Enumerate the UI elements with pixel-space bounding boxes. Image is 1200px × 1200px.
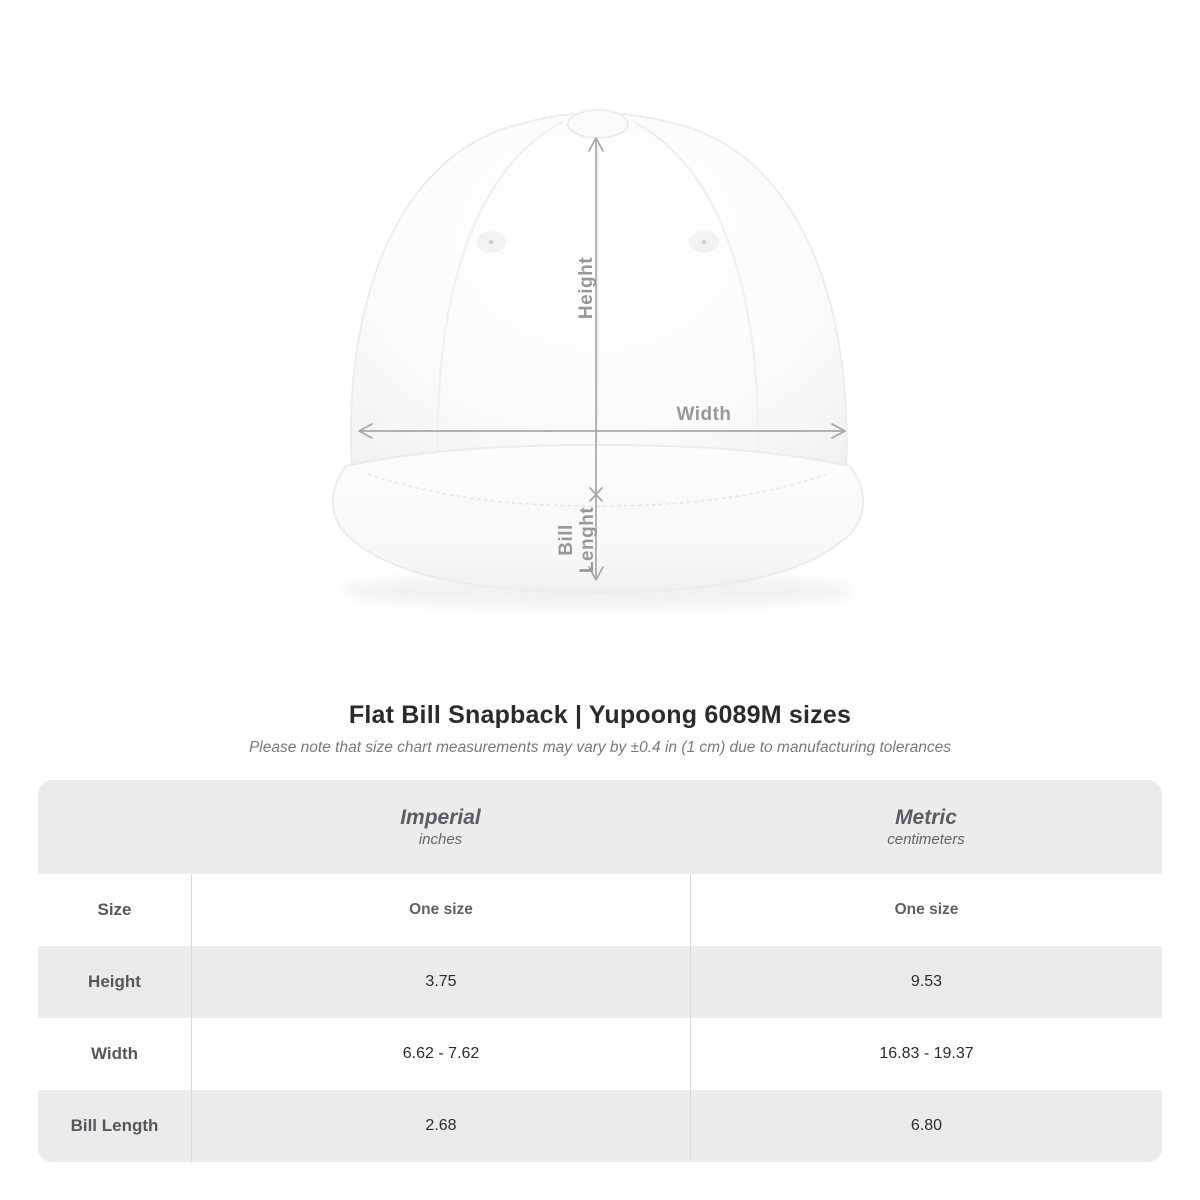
header-metric	[690, 780, 1162, 874]
hat-bill	[333, 445, 863, 592]
bill-length-label-line2: Lenght	[577, 506, 598, 574]
imperial-value: 6.62 - 7.62	[191, 1018, 690, 1090]
table-row-width	[38, 1018, 1162, 1090]
imperial-value: 2.68	[191, 1090, 690, 1162]
tolerance-note: Please note that size chart measurements may vary by ±0.4 in (1 cm) due to manufacturing tolerances	[248, 739, 952, 756]
metric-value: One size	[690, 874, 1162, 946]
row-label: Size	[97, 900, 132, 919]
bill-length-label-line1: Bill	[556, 524, 577, 556]
row-label: Width	[90, 1044, 139, 1063]
table-header-row	[38, 780, 1162, 874]
hat-eyelet-left	[476, 231, 506, 253]
row-label: Bill Length	[70, 1116, 159, 1135]
width-label: Width	[676, 404, 732, 425]
hat-button	[568, 110, 628, 138]
metric-value: 16.83 - 19.37	[690, 1018, 1162, 1090]
header-spacer-cell	[38, 780, 191, 874]
imperial-unit: inches	[418, 831, 463, 848]
imperial-value: 3.75	[191, 946, 690, 1018]
imperial-title: Imperial	[400, 806, 481, 829]
row-label: Height	[88, 972, 141, 991]
metric-value: 9.53	[690, 946, 1162, 1018]
imperial-value: One size	[191, 874, 690, 946]
metric-title: Metric	[895, 806, 957, 829]
table-row-size	[38, 874, 1162, 946]
metric-value: 6.80	[690, 1090, 1162, 1162]
table-body	[38, 874, 1162, 1162]
table-row-bill-length	[38, 1090, 1162, 1162]
height-label: Height	[576, 256, 597, 320]
page-title: Flat Bill Snapback | Yupoong 6089M sizes	[348, 701, 852, 729]
size-table	[38, 780, 1162, 1162]
hat-eyelet-right	[689, 231, 719, 253]
header-imperial	[191, 780, 690, 874]
metric-unit: centimeters	[887, 831, 965, 848]
table-row-height	[38, 946, 1162, 1018]
